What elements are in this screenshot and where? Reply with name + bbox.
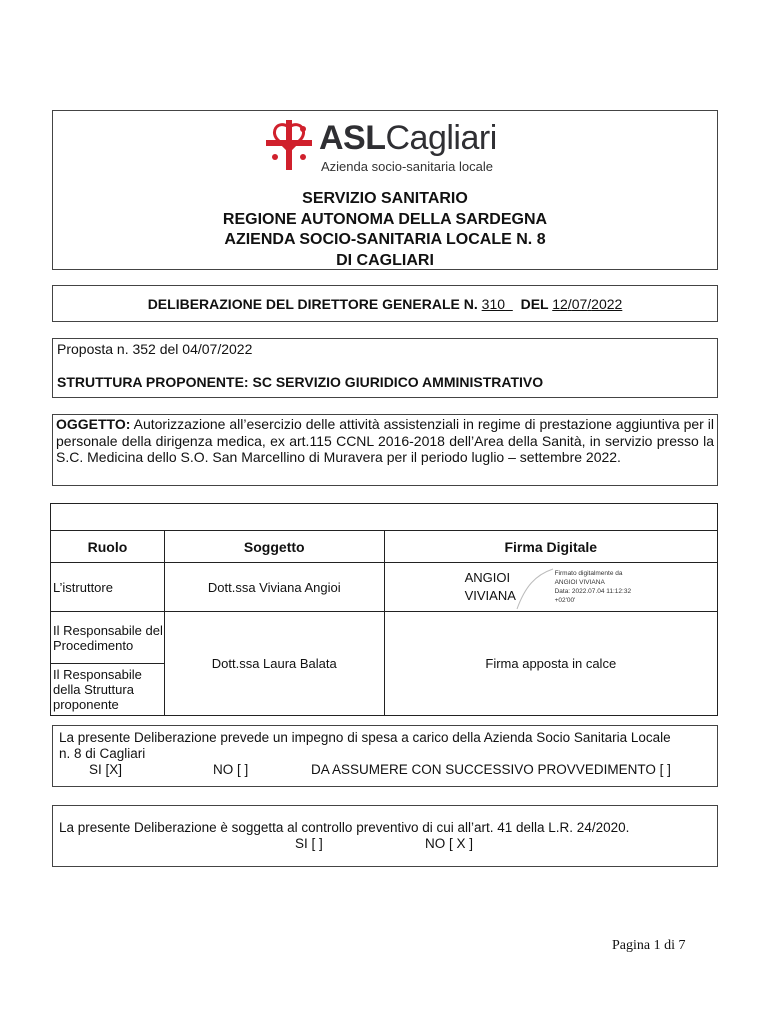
header-line: REGIONE AUTONOMA DELLA SARDEGNA — [222, 210, 548, 228]
digital-signature — [385, 563, 717, 611]
proposta-line: Proposta n. 352 del 04/07/2022 — [57, 341, 253, 357]
logo-subtitle: Azienda socio-sanitaria locale — [321, 159, 493, 174]
asl-cross-heart-icon — [263, 117, 315, 173]
logo-wordmark: ASLCagliari — [319, 119, 497, 157]
header-line: AZIENDA SOCIO-SANITARIA LOCALE N. 8 — [224, 231, 546, 248]
asl-logo — [263, 117, 523, 177]
header-line: DI CAGLIARI — [336, 251, 434, 269]
controllo-box — [52, 805, 718, 867]
table-header-row — [51, 531, 718, 563]
digital-signature-cell — [384, 563, 717, 612]
ruolo-responsabile-struttura: Il Responsabile della Struttura proponente — [51, 664, 165, 716]
col-header-ruolo: Ruolo — [51, 531, 165, 563]
col-header-soggetto: Soggetto — [164, 531, 384, 563]
oggetto-text: OGGETTO: Autorizzazione all’esercizio delle attività assistenziali in regime di prestazione aggiuntiva per il personale della dirigenza medica, ex art.115 CCNL 2016-2018 dell’Area della Sanità, in servizio presso la S.C. Medicina dello S.O. San Marcellino di Muravera per il periodo luglio – settembre 2022. — [56, 416, 714, 465]
controllo-text: La presente Deliberazione è soggetta al controllo preventivo di cui all’art. 41 della L.R. 24/2020. — [59, 820, 630, 835]
oggetto-box — [52, 414, 718, 486]
controllo-si: SI [ ] — [295, 836, 323, 851]
impegno-text: La presente Deliberazione prevede un impegno di spesa a carico della Azienda Socio Sanitaria Locale n. 8 di Cagliari — [59, 730, 671, 761]
deliberazione-box — [52, 285, 718, 322]
table-spacer-cell — [51, 504, 718, 531]
soggetto-istruttore: Dott.ssa Viviana Angioi — [164, 563, 384, 612]
header-line: SERVIZIO SANITARIO — [302, 190, 468, 207]
header-title — [53, 189, 717, 271]
signature-name: ANGIOI VIVIANA — [464, 570, 516, 603]
impegno-no: NO [ ] — [213, 762, 249, 777]
firma-responsabili: Firma apposta in calce — [384, 612, 717, 716]
deliberazione-line: DELIBERAZIONE DEL DIRETTORE GENERALE N. 310 DEL 12/07/2022 — [147, 296, 623, 312]
struttura-proponente: STRUTTURA PROPONENTE: SC SERVIZIO GIURIDICO AMMINISTRATIVO — [57, 374, 544, 390]
proposta-box — [52, 338, 718, 398]
deliberazione-date: 12/07/2022 — [552, 296, 623, 312]
controllo-no: NO [ X ] — [425, 836, 474, 851]
page-number: Pagina 1 di 7 — [612, 938, 686, 953]
ruolo-responsabile-procedimento: Il Responsabile del Procedimento — [51, 612, 165, 664]
impegno-box — [52, 725, 718, 787]
col-header-firma: Firma Digitale — [384, 531, 717, 563]
table-row — [51, 612, 718, 664]
signature-table — [50, 503, 718, 716]
deliberazione-number: 310 — [481, 296, 506, 312]
impegno-si: SI [X] — [89, 762, 123, 777]
table-row — [51, 563, 718, 612]
impegno-da-assumere: DA ASSUMERE CON SUCCESSIVO PROVVEDIMENTO [ ] — [311, 762, 671, 777]
table-row — [51, 504, 718, 531]
signature-details: Firmato digitalmente da ANGIOI VIVIANA Data: 2022.07.04 11:12:32 +02'00' — [554, 570, 632, 604]
header-box — [52, 110, 718, 270]
ruolo-istruttore: L’istruttore — [51, 563, 165, 612]
soggetto-responsabili: Dott.ssa Laura Balata — [164, 612, 384, 716]
